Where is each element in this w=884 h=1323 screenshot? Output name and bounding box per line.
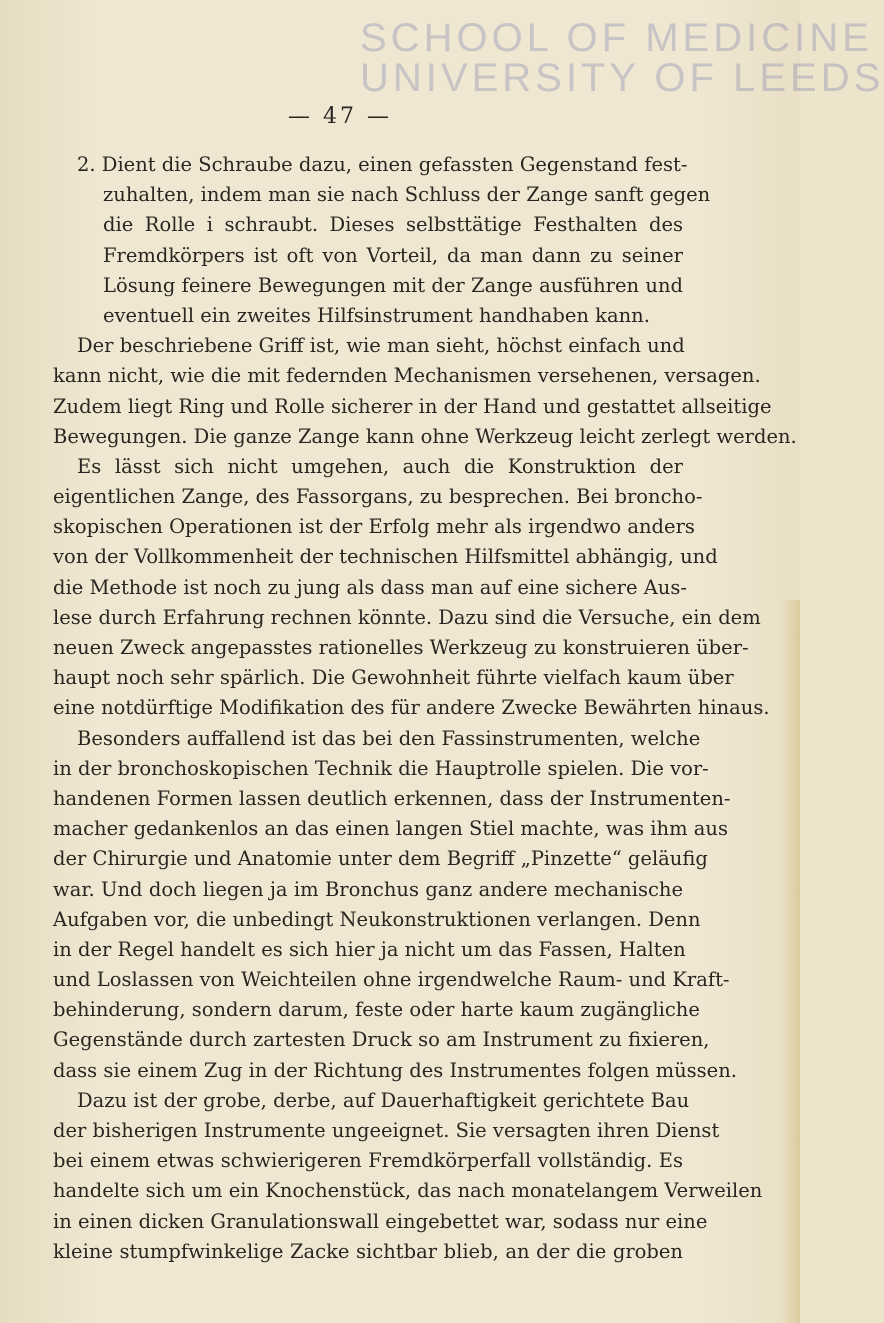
text-line: Gegenstände durch zartesten Druck so am Instrument zu fixieren, (53, 1028, 710, 1052)
text-line: skopischen Operationen ist der Erfolg mehr als irgendwo anders (53, 515, 695, 539)
text-line: 2. Dient die Schraube dazu, einen gefassten Gegenstand fest- (77, 153, 688, 176)
library-stamp (360, 16, 884, 100)
text-line: und Loslassen von Weichteilen ohne irgendwelche Raum- und Kraft- (53, 968, 730, 992)
text-line: von der Vollkommenheit der technischen Hilfsmittel abhängig, und (53, 545, 718, 569)
stamp-line-2: UNIVERSITY OF LEEDS (360, 56, 884, 100)
page-number: — 47 — (288, 104, 392, 129)
text-line: eine notdürftige Modifikation des für andere Zwecke Bewährten hinaus. (53, 696, 770, 720)
text-line: Bewegungen. Die ganze Zange kann ohne Werkzeug leicht zerlegt werden. (53, 424, 797, 448)
stamp-line-1: SCHOOL OF MEDICINE (360, 16, 873, 60)
text-line: handenen Formen lassen deutlich erkennen, dass der Instrumenten- (53, 786, 731, 810)
text-line: zuhalten, indem man sie nach Schluss der Zange sanft gegen (103, 183, 711, 207)
text-line: Fremdkörpers ist oft von Vorteil, da man dann zu seiner (103, 243, 683, 267)
text-line: in der bronchoskopischen Technik die Hauptrolle spielen. Die vor- (53, 756, 709, 780)
text-line: eventuell ein zweites Hilfsinstrument handhaben kann. (103, 303, 650, 327)
text-line: behinderung, sondern darum, feste oder harte kaum zugängliche (53, 998, 700, 1022)
text-line: Dazu ist der grobe, derbe, auf Dauerhaftigkeit gerichtete Bau (77, 1088, 690, 1112)
text-line: der bisherigen Instrumente ungeeignet. Sie versagten ihren Dienst (53, 1119, 720, 1142)
text-line: Lösung feinere Bewegungen mit der Zange ausführen und (103, 273, 683, 297)
text-line: die Methode ist noch zu jung als dass man auf eine sichere Aus- (53, 575, 687, 599)
text-line: bei einem etwas schwierigeren Fremdkörperfall vollständig. Es (53, 1149, 683, 1173)
text-line: neuen Zweck angepasstes rationelles Werkzeug zu konstruieren über- (53, 636, 749, 659)
body-text (53, 150, 797, 1267)
text-line: macher gedankenlos an das einen langen Stiel machte, was ihm aus (53, 817, 728, 841)
text-line: handelte sich um ein Knochenstück, das nach monatelangem Verweilen (53, 1179, 763, 1203)
text-line: der Chirurgie und Anatomie unter dem Begriff „Pinzette“ geläufig (53, 847, 708, 871)
text-line: Aufgaben vor, die unbedingt Neukonstruktionen verlangen. Denn (53, 907, 701, 931)
text-line: war. Und doch liegen ja im Bronchus ganz andere mechanische (53, 877, 683, 901)
text-line: kann nicht, wie die mit federnden Mechanismen versehenen, versagen. (53, 364, 761, 388)
text-line: eigentlichen Zange, des Fassorgans, zu besprechen. Bei broncho- (53, 485, 703, 509)
text-line: haupt noch sehr spärlich. Die Gewohnheit führte vielfach kaum über (53, 666, 734, 690)
text-line: in einen dicken Granulationswall eingebettet war, sodass nur eine (53, 1209, 708, 1233)
text-line: Zudem liegt Ring und Rolle sicherer in der Hand und gestattet allseitige (53, 394, 772, 418)
text-line: die Rolle i schraubt. Dieses selbsttätige Festhalten des (103, 213, 683, 237)
page-edge-shadow (780, 600, 800, 1323)
text-line: in der Regel handelt es sich hier ja nicht um das Fassen, Halten (53, 937, 686, 961)
text-line: lese durch Erfahrung rechnen könnte. Dazu sind die Versuche, ein dem (53, 605, 761, 629)
text-line: kleine stumpfwinkelige Zacke sichtbar blieb, an der die groben (53, 1239, 683, 1263)
text-line: Besonders auffallend ist das bei den Fassinstrumenten, welche (77, 726, 701, 750)
text-line: Der beschriebene Griff ist, wie man sieht, höchst einfach und (77, 334, 685, 358)
text-line: Es lässt sich nicht umgehen, auch die Konstruktion der (77, 454, 683, 478)
text-line: dass sie einem Zug in der Richtung des Instrumentes folgen müssen. (53, 1058, 737, 1082)
